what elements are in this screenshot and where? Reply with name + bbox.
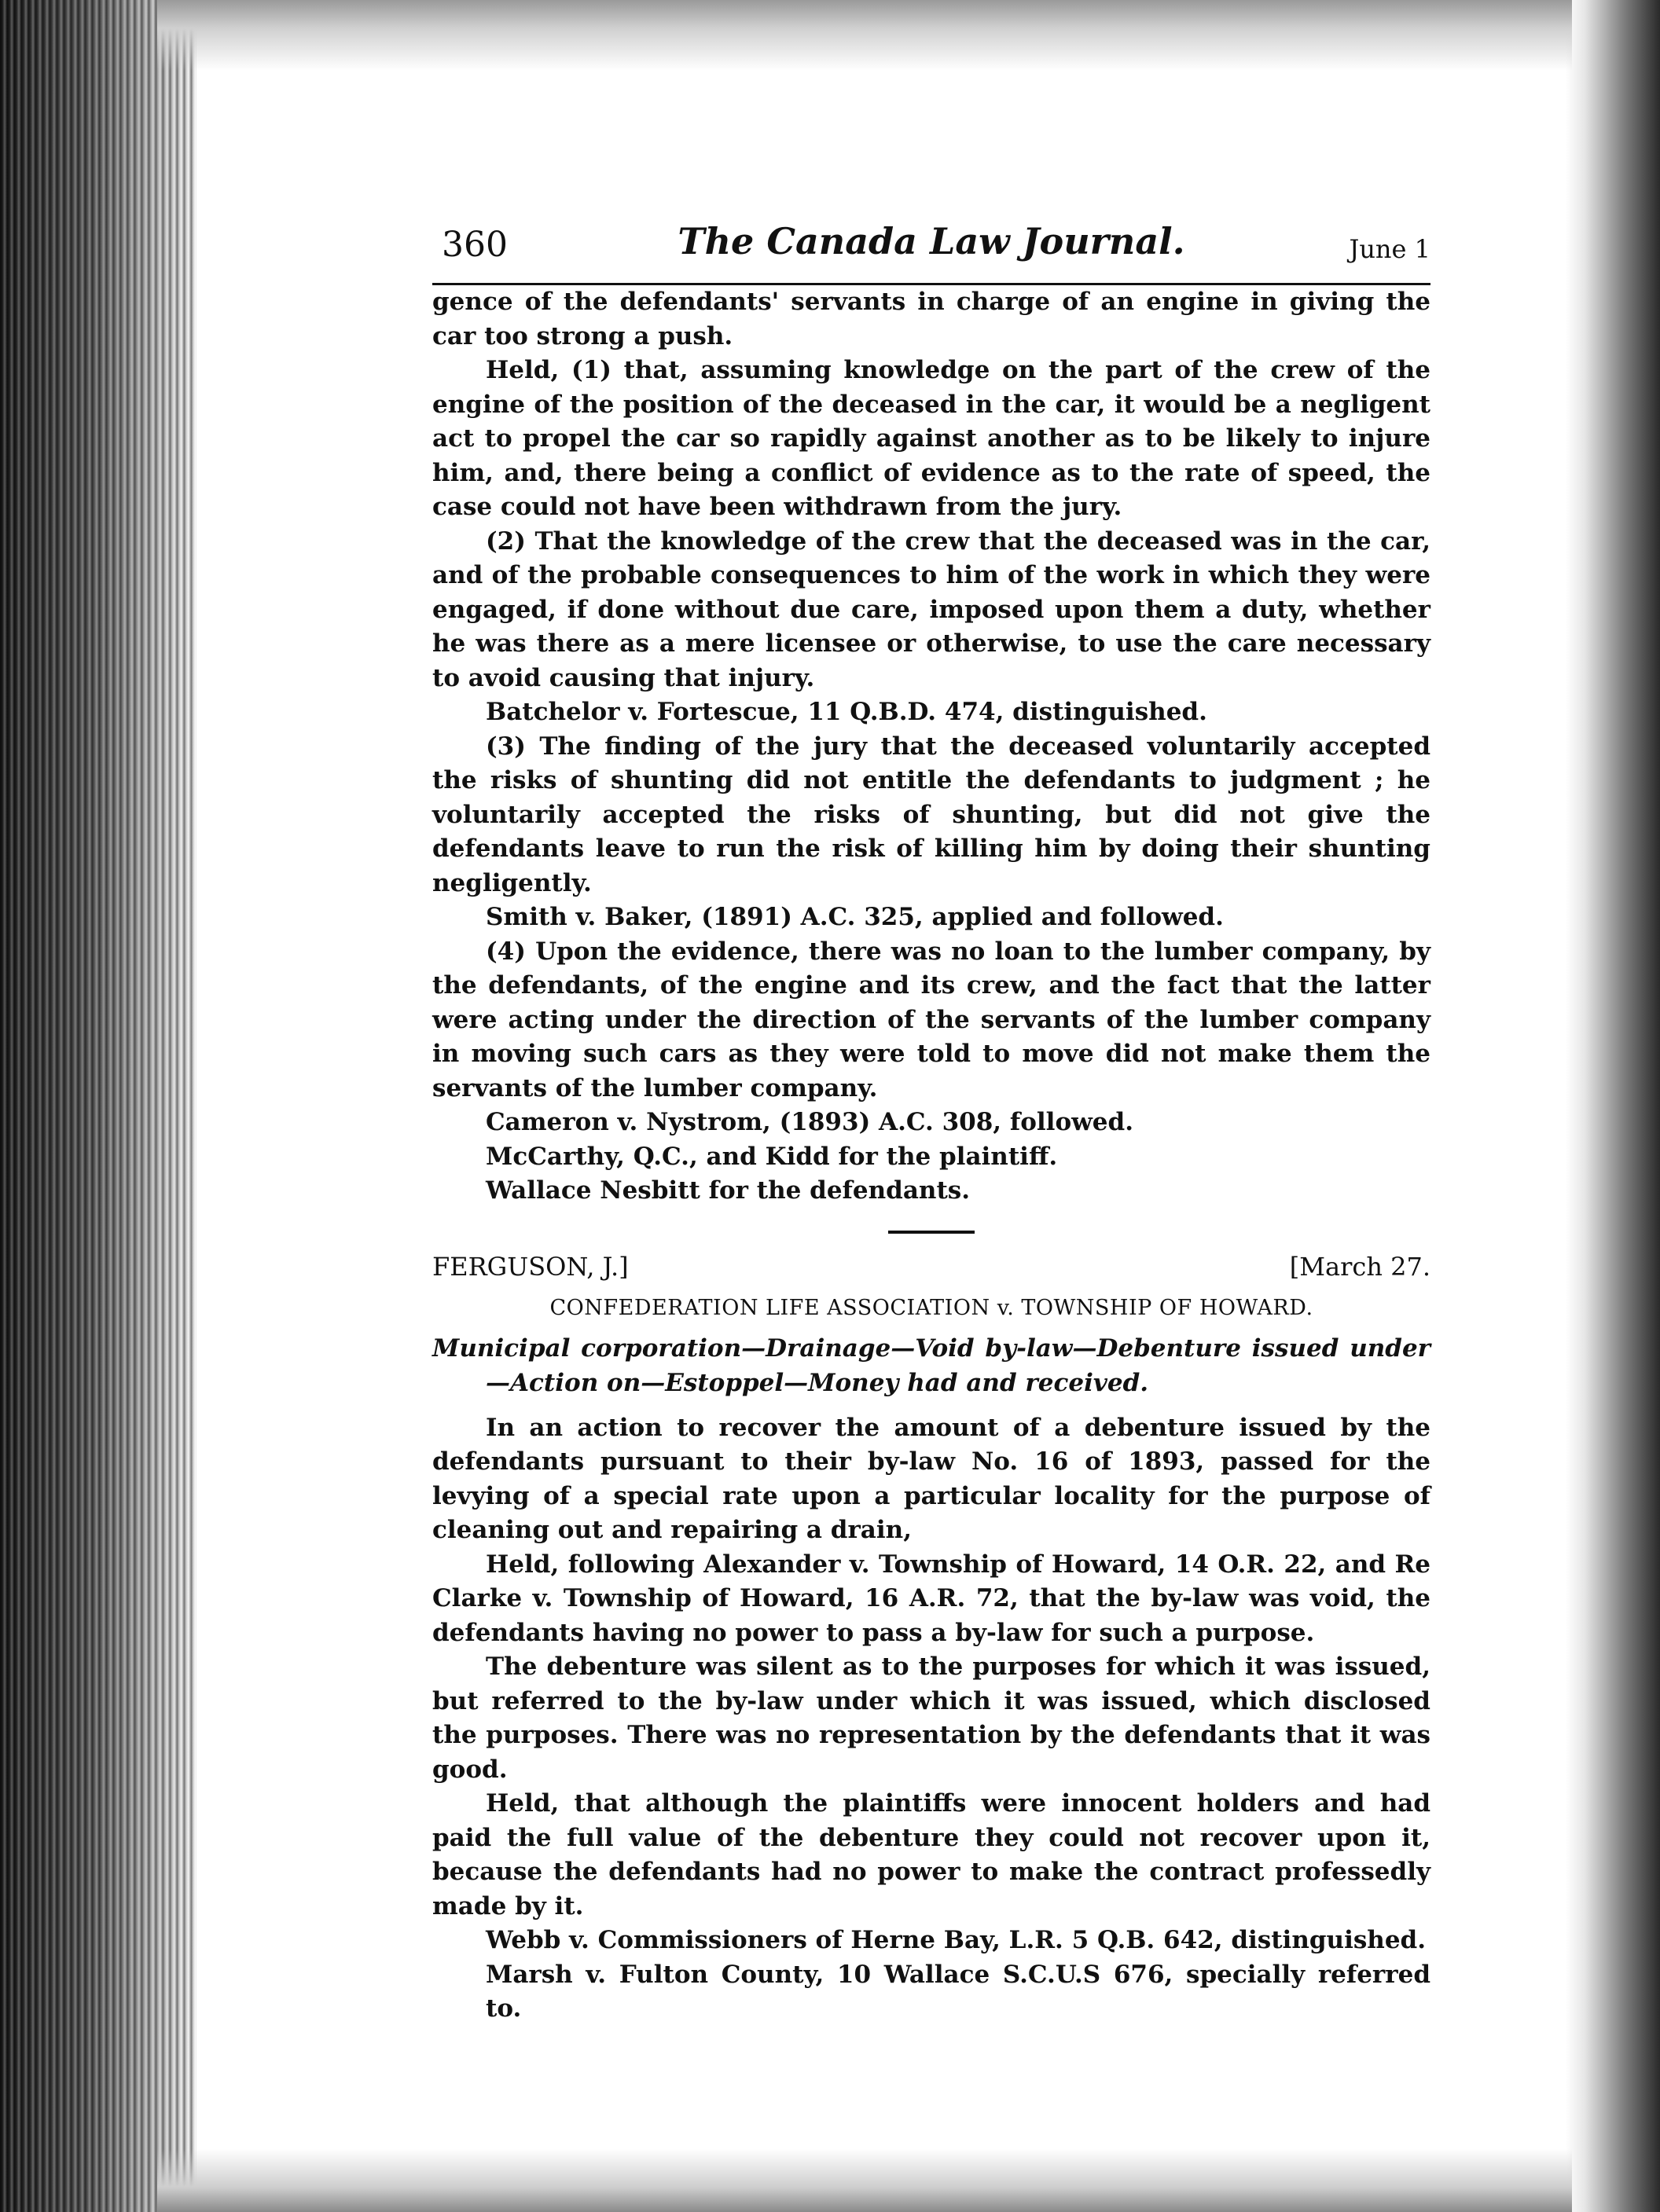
case-title: CONFEDERATION LIFE ASSOCIATION v. TOWNSHIP OF HOWARD.	[549, 1295, 1313, 1320]
journal-page	[432, 220, 1430, 2027]
case-citation: Marsh v. Fulton County, 10 Wallace S.C.U.S 676, specially referred to.	[486, 1960, 1430, 2023]
case-citation: Smith v. Baker, (1891) A.C. 325, applied and followed.	[486, 903, 1224, 931]
scan-right-edge	[1566, 0, 1660, 2212]
paragraph: (3) The finding of the jury that the deceased voluntarily accepted the risks of shunting did not entitle the defendants to judgment ; he voluntarily accepted the risks of shunting, but did not give the defendants leave to run the risk of killing him by doing their shunting negligently.	[432, 732, 1430, 897]
page-body	[432, 285, 1430, 2027]
scan-bottom-edge	[157, 2149, 1572, 2212]
case-citation: Cameron v. Nystrom, (1893) A.C. 308, followed.	[486, 1108, 1133, 1136]
scan-top-edge	[157, 0, 1572, 71]
paragraph: Held, that although the plaintiffs were innocent holders and had paid the full value of the debenture they could not recover upon it, because the defendants had no power to make the contract professedly made by it.	[432, 1789, 1430, 1920]
case-citation: Batchelor v. Fortescue, 11 Q.B.D. 474, distinguished.	[486, 698, 1207, 726]
decision-date: [March 27.	[1289, 1251, 1430, 1282]
paragraph: Held, (1) that, assuming knowledge on the part of the crew of the engine of the position of the deceased in the car, it would be a negligent act to propel the car so rapidly against another as to be likely to injure him, and, there being a conflict of evidence as to the rate of speed, the case could not have been withdrawn from the jury.	[432, 356, 1430, 521]
judge-name: FERGUSON, J.]	[432, 1251, 629, 1282]
paragraph: gence of the defendants' servants in charge of an engine in giving the car too strong a push.	[432, 288, 1430, 350]
scan-left-edge	[0, 0, 196, 2212]
page-number: 360	[442, 225, 508, 265]
journal-title: The Canada Law Journal.	[678, 220, 1185, 262]
paragraph: (4) Upon the evidence, there was no loan to the lumber company, by the defendants, of the engine and its crew, and the fact that the latter were acting under the direction of the servants of the lumber company in moving such cars as they were told to move did not make them the servants of the lumber company.	[432, 937, 1430, 1102]
page-header	[432, 220, 1430, 285]
section-divider	[888, 1231, 975, 1234]
catchwords: Municipal corporation—Drainage—Void by-law—Debenture issued under—Action on—Estoppel—Money had and received.	[432, 1333, 1430, 1397]
paragraph: The debenture was silent as to the purposes for which it was issued, but referred to the by-law under which it was issued, which disclosed the purposes. There was no representation by the defendants that it was good.	[432, 1653, 1430, 1784]
paragraph: (2) That the knowledge of the crew that the deceased was in the car, and of the probable consequences to him of the work in which they were engaged, if done without due care, imposed upon them a duty, whether he was there as a mere licensee or otherwise, to use the care necessary to avoid causing that injury.	[432, 526, 1430, 692]
judge-line	[432, 1249, 1430, 1284]
case-citation: Webb v. Commissioners of Herne Bay, L.R. 5 Q.B. 642, distinguished.	[486, 1926, 1427, 1954]
issue-date: June 1	[1349, 234, 1430, 264]
paragraph: In an action to recover the amount of a debenture issued by the defendants pursuant to their by-law No. 16 of 1893, passed for the levying of a special rate upon a particular locality for the purpose of cleaning out and repairing a drain,	[432, 1413, 1430, 1544]
paragraph: Held, following Alexander v. Township of Howard, 14 O.R. 22, and Re Clarke v. Township of Howard, 16 A.R. 72, that the by-law was void, the defendants having no power to pass a by-law for such a purpose.	[432, 1550, 1430, 1647]
counsel-line: Wallace Nesbitt for the defendants.	[486, 1176, 971, 1205]
counsel-line: McCarthy, Q.C., and Kidd for the plaintiff.	[486, 1142, 1058, 1171]
